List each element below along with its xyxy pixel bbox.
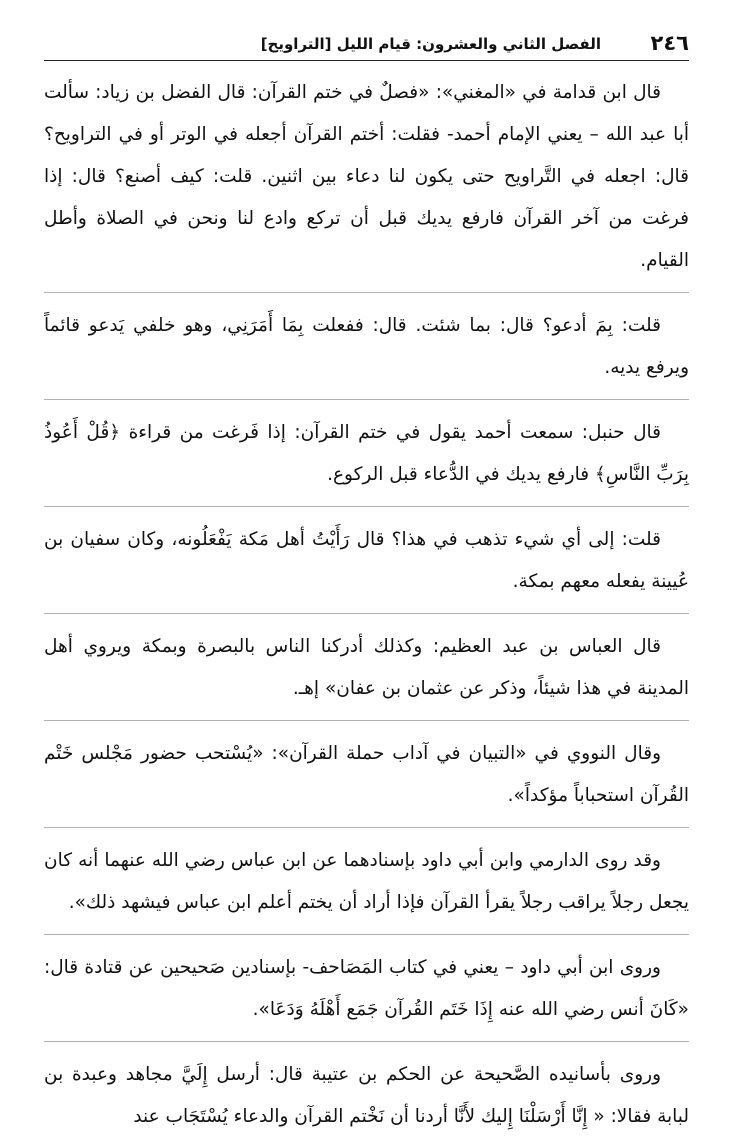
paragraph-ahl-makka: قلت: إلى أي شيء تذهب في هذا؟ قال رَأَيْتُ أهل مَكة يَفْعَلُونه، وكان سفيان بن عُيينة يفعله معهم بمكة. <box>44 529 689 592</box>
paragraph-hanbal: قال حنبل: سمعت أحمد يقول في ختم القرآن: إذا فَرغت من قراءة ﴿قُلْ أَعُوذُ بِرَبِّ النَّاسِ﴾ فارفع يديك في الدُّعاء قبل الركوع. <box>44 422 689 485</box>
paragraph-abbas-ibn-abd-al-azim: قال العباس بن عبد العظيم: وكذلك أدركنا الناس بالبصرة وبمكة ويروي أهل المدينة في هذا شيئاً، وذكر عن عثمان بن عفان» إهـ. <box>44 636 689 699</box>
paragraph-bima-adu: قلت: بِمَ أدعو؟ قال: بما شئت. قال: ففعلت بِمَا أَمَرَنِي، وهو خلفي يَدعو قائماً ويرفع يديه. <box>44 315 689 378</box>
paragraph-nawawi: وقال النووي في «التبيان في آداب حملة القرآن»: «يُسْتحب حضور مَجْلس خَتْم القُرآن استحباباً مؤكداً». <box>44 743 689 806</box>
paragraph-divider <box>44 720 689 721</box>
paragraph-darimi: وقد روى الدارمي وابن أبي داود بإسنادهما عن ابن عباس رضي الله عنهما أنه كان يجعل رجلاً يراقب رجلاً يقرأ القرآن فإذا أراد أن يختم أعلم ابن عباس فيشهد ذلك». <box>44 850 689 913</box>
running-title: الفصل الثاني والعشرون: قيام الليل [التراويح] <box>260 35 601 53</box>
page-header <box>44 30 689 60</box>
paragraph-divider <box>44 613 689 614</box>
paragraph-divider <box>44 1041 689 1042</box>
paragraph-hakam-ibn-utayba: وروى بأسانيده الصَّحيحة عن الحكم بن عتيبة قال: أرسل إِلَيَّ مجاهد وعبدة بن لبابة فقالا: « إِنَّا أَرْسَلْنَا إِليك لأَنَّا أردنا أن نَخْتم القرآن والدعاء يُسْتَجَاب عند <box>44 1064 689 1127</box>
paragraph-divider <box>44 827 689 828</box>
paragraph-divider <box>44 934 689 935</box>
paragraph-divider <box>44 399 689 400</box>
paragraph-divider <box>44 506 689 507</box>
page-number: ٢٤٦ <box>650 31 689 55</box>
paragraph-divider <box>44 292 689 293</box>
header-rule <box>44 60 689 61</box>
paragraph-fadl-ibn-ziyad: قال ابن قدامة في «المغني»: «فصلٌ في ختم القرآن: قال الفضل بن زياد: سألت أبا عبد الله – يعني الإمام أحمد- فقلت: أختم القرآن أجعله في الوتر أو في التراويح؟ قال: اجعله في التَّراويح حتى يكون لنا دعاء بين اثنين. قلت: كيف أصنع؟ قال: إذا فرغت من آخر القرآن فارفع يديك قبل أن تركع وادع لنا ونحن في الصلاة وأطل القيام. <box>44 82 689 271</box>
paragraph-qatada: وروى ابن أبي داود – يعني في كتاب المَصَاحف- بإسنادين صَحيحين عن قتادة قال: «كَانَ أنس رضي الله عنه إِذَا خَتَم القُرآن جَمَع أَهْلَهُ وَدَعَا». <box>44 957 689 1020</box>
body-text <box>44 72 689 1138</box>
